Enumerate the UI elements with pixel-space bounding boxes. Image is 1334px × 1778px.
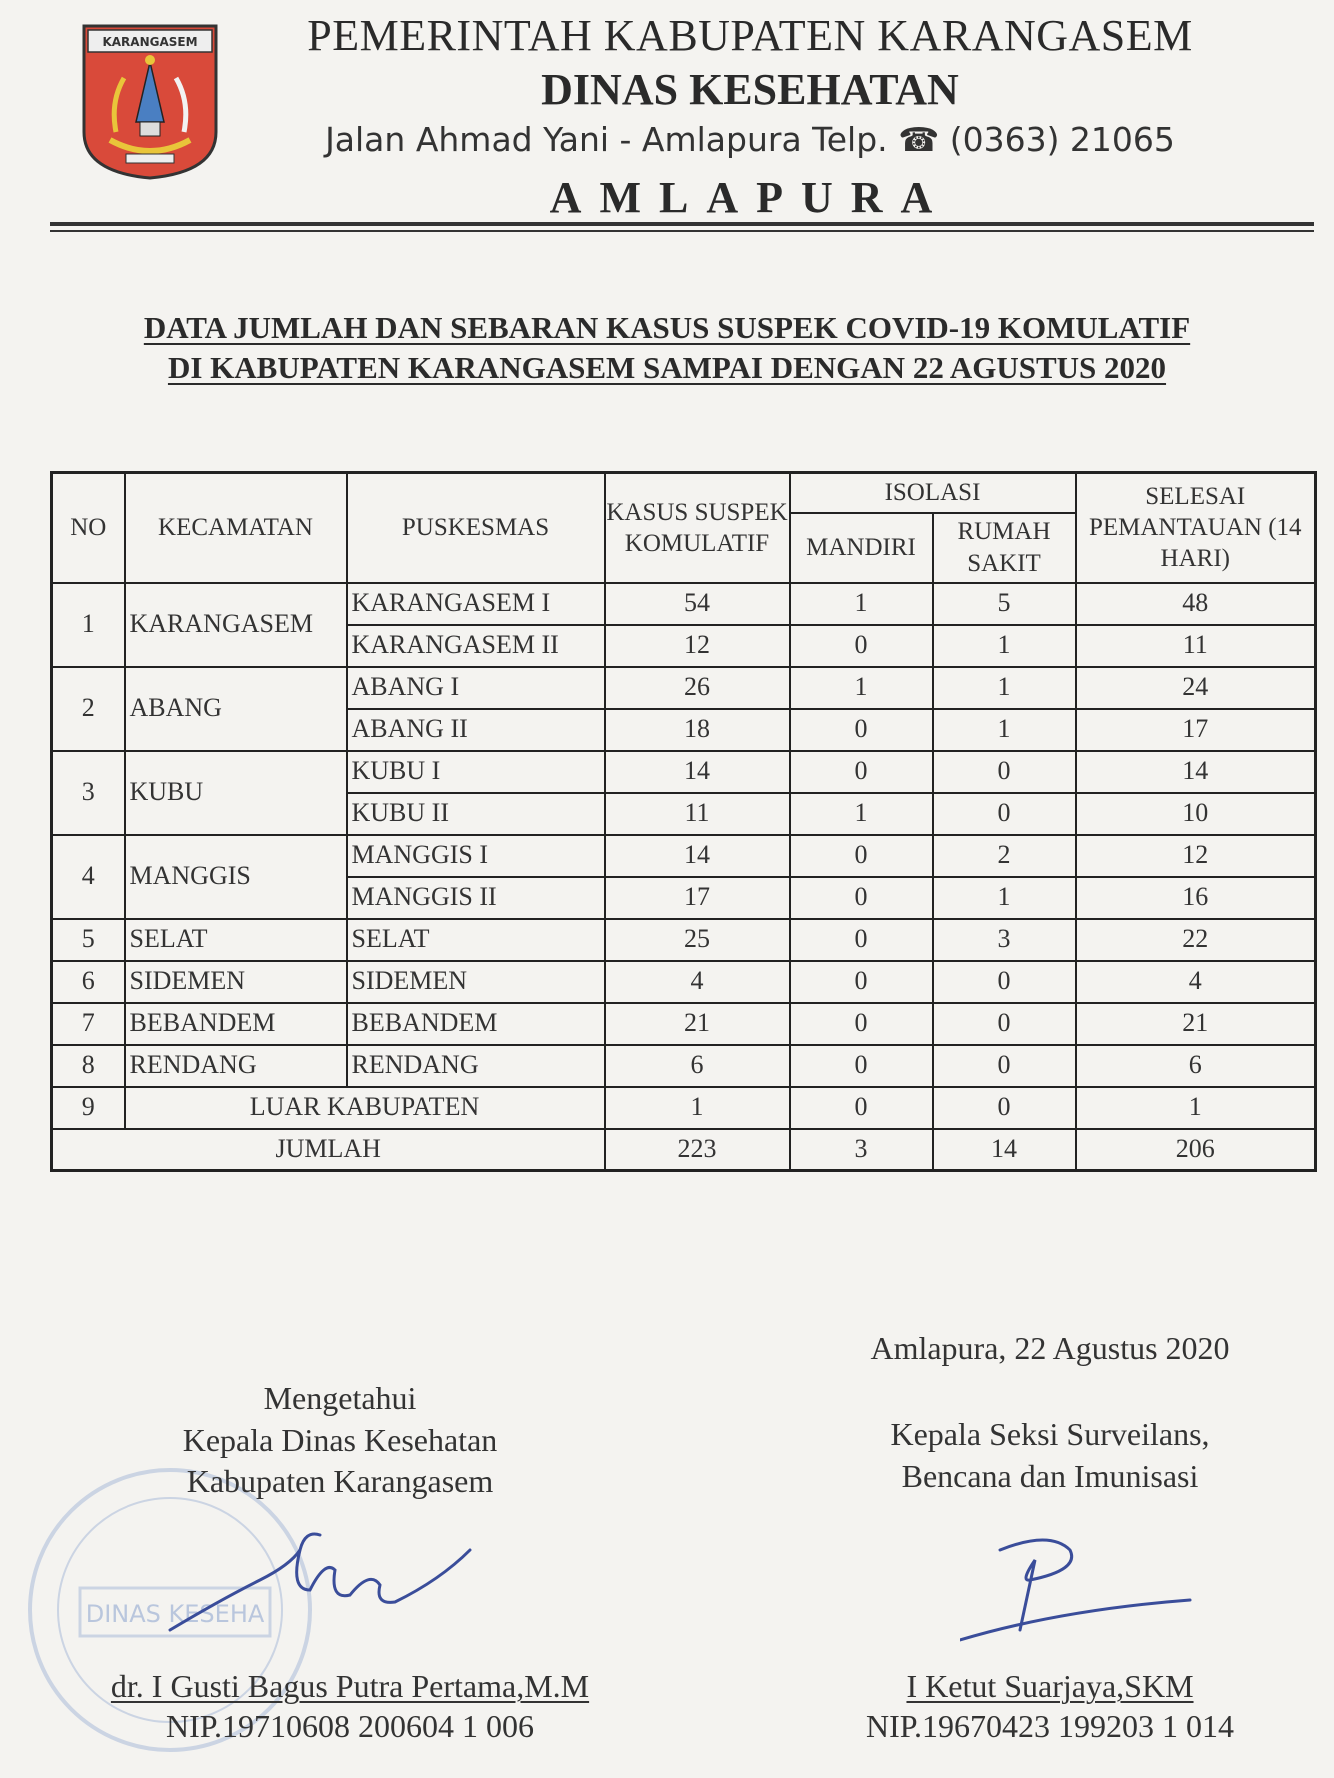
right-sig-line2: Bencana dan Imunisasi [901, 1457, 1199, 1494]
cell-mandiri: 0 [790, 835, 933, 877]
cell-selesai: 1 [1076, 1087, 1316, 1129]
cell-rumah-sakit: 0 [933, 961, 1076, 1003]
cell-kecamatan: SELAT [125, 919, 347, 961]
table-row [52, 1045, 1316, 1087]
letterhead-rule-thick [50, 222, 1314, 226]
cell-rumah-sakit: 0 [933, 1003, 1076, 1045]
cell-rumah-sakit: 0 [933, 751, 1076, 793]
header-kasus: KASUS SUSPEK KOMULATIF [605, 473, 790, 583]
org-name-line1: PEMERINTAH KABUPATEN KARANGASEM [307, 11, 1193, 60]
cell-mandiri: 0 [790, 1087, 933, 1129]
cell-puskesmas: BEBANDEM [347, 1003, 605, 1045]
cell-mandiri: 1 [790, 793, 933, 835]
table-row [52, 1003, 1316, 1045]
cell-mandiri: 0 [790, 877, 933, 919]
cell-selesai: 11 [1076, 625, 1316, 667]
table-row [52, 835, 1316, 877]
cell-mandiri: 0 [790, 1045, 933, 1087]
cell-kasus: 12 [605, 625, 790, 667]
right-handwritten-signature [960, 1520, 1200, 1650]
cell-puskesmas: KARANGASEM II [347, 625, 605, 667]
header-rumah-sakit: RUMAH SAKIT [933, 513, 1076, 583]
cell-rumah-sakit: 1 [933, 667, 1076, 709]
cell-no: 9 [52, 1087, 125, 1129]
cell-rumah-sakit: 0 [933, 793, 1076, 835]
cell-no: 2 [52, 667, 125, 751]
cell-mandiri: 0 [790, 919, 933, 961]
table-total-row [52, 1129, 1316, 1171]
cell-puskesmas: RENDANG [347, 1045, 605, 1087]
cell-puskesmas: KUBU I [347, 751, 605, 793]
cell-mandiri: 0 [790, 751, 933, 793]
cell-puskesmas: ABANG II [347, 709, 605, 751]
cell-selesai: 16 [1076, 877, 1316, 919]
left-signatory-name: dr. I Gusti Bagus Putra Pertama,M.M [110, 1668, 590, 1704]
document-title-line2: DI KABUPATEN KARANGASEM SAMPAI DENGAN 22 AGUSTUS 2020 [167, 350, 1167, 385]
cell-kasus: 1 [605, 1087, 790, 1129]
header-no: NO [52, 473, 125, 583]
header-selesai: SELESAI PEMANTAUAN (14 HARI) [1076, 473, 1316, 583]
org-city: AMLAPURA [549, 173, 951, 222]
signing-date: Amlapura, 22 Agustus 2020 [870, 1330, 1230, 1366]
cell-kecamatan: MANGGIS [125, 835, 347, 919]
stamp-text: DINAS KESEHA [85, 1600, 265, 1628]
cell-mandiri: 1 [790, 583, 933, 625]
table-row [52, 667, 1316, 709]
org-name-line2: DINAS KESEHATAN [541, 65, 959, 114]
table-row [52, 919, 1316, 961]
cell-kecamatan: KARANGASEM [125, 583, 347, 667]
header-isolasi: ISOLASI [790, 473, 1076, 513]
cell-mandiri: 0 [790, 625, 933, 667]
cell-kecamatan: RENDANG [125, 1045, 347, 1087]
cell-total-mandiri: 3 [790, 1129, 933, 1171]
cell-kecamatan: ABANG [125, 667, 347, 751]
cell-puskesmas: SIDEMEN [347, 961, 605, 1003]
regency-logo [80, 22, 220, 182]
cell-kasus: 14 [605, 835, 790, 877]
cell-no: 1 [52, 583, 125, 667]
left-sig-line2: Kepala Dinas Kesehatan [182, 1421, 498, 1458]
cell-total-rumah-sakit: 14 [933, 1129, 1076, 1171]
right-signatory-block [800, 1414, 1300, 1497]
cell-kecamatan: BEBANDEM [125, 1003, 347, 1045]
cell-rumah-sakit: 0 [933, 1045, 1076, 1087]
cell-total-selesai: 206 [1076, 1129, 1316, 1171]
cell-puskesmas: KUBU II [347, 793, 605, 835]
cell-rumah-sakit: 5 [933, 583, 1076, 625]
cell-kasus: 18 [605, 709, 790, 751]
left-signatory-nip: NIP.19710608 200604 1 006 [165, 1708, 534, 1744]
cell-rumah-sakit: 1 [933, 625, 1076, 667]
cell-kasus: 4 [605, 961, 790, 1003]
cell-rumah-sakit: 3 [933, 919, 1076, 961]
cell-kasus: 21 [605, 1003, 790, 1045]
cell-kecamatan: KUBU [125, 751, 347, 835]
table-row [52, 583, 1316, 625]
cell-puskesmas: MANGGIS II [347, 877, 605, 919]
cell-puskesmas: MANGGIS I [347, 835, 605, 877]
header-puskesmas: PUSKESMAS [347, 473, 605, 583]
cell-selesai: 10 [1076, 793, 1316, 835]
cell-kasus: 54 [605, 583, 790, 625]
cell-kecamatan: LUAR KABUPATEN [125, 1087, 605, 1129]
cell-mandiri: 0 [790, 1003, 933, 1045]
cell-rumah-sakit: 1 [933, 709, 1076, 751]
cell-rumah-sakit: 2 [933, 835, 1076, 877]
right-signatory-nip: NIP.19670423 199203 1 014 [865, 1708, 1234, 1744]
cell-rumah-sakit: 0 [933, 1087, 1076, 1129]
cell-selesai: 21 [1076, 1003, 1316, 1045]
cell-puskesmas: KARANGASEM I [347, 583, 605, 625]
cell-mandiri: 1 [790, 667, 933, 709]
right-sig-line1: Kepala Seksi Surveilans, [890, 1416, 1210, 1452]
cell-kasus: 17 [605, 877, 790, 919]
cell-puskesmas: SELAT [347, 919, 605, 961]
cell-puskesmas: ABANG I [347, 667, 605, 709]
left-handwritten-signature [150, 1510, 480, 1660]
cell-selesai: 22 [1076, 919, 1316, 961]
cell-mandiri: 0 [790, 709, 933, 751]
cell-kasus: 25 [605, 919, 790, 961]
cell-kasus: 11 [605, 793, 790, 835]
cell-no: 6 [52, 961, 125, 1003]
cell-selesai: 17 [1076, 709, 1316, 751]
cell-selesai: 48 [1076, 583, 1316, 625]
covid-suspect-table [50, 471, 1317, 1172]
cell-no: 3 [52, 751, 125, 835]
cell-selesai: 6 [1076, 1045, 1316, 1087]
left-signatory-block [90, 1378, 590, 1503]
header-kecamatan: KECAMATAN [125, 473, 347, 583]
cell-kasus: 26 [605, 667, 790, 709]
cell-no: 7 [52, 1003, 125, 1045]
table-row [52, 751, 1316, 793]
right-signatory-name: I Ketut Suarjaya,SKM [906, 1668, 1194, 1704]
header-mandiri: MANDIRI [790, 513, 933, 583]
cell-total-label: JUMLAH [52, 1129, 605, 1171]
letterhead-rule-thin [50, 230, 1314, 232]
cell-selesai: 14 [1076, 751, 1316, 793]
cell-no: 4 [52, 835, 125, 919]
left-sig-line1: Mengetahui [263, 1380, 417, 1416]
document-title-line1: DATA JUMLAH DAN SEBARAN KASUS SUSPEK COVID-19 KOMULATIF [143, 310, 1191, 345]
logo-label: KARANGASEM [102, 35, 198, 49]
cell-selesai: 24 [1076, 667, 1316, 709]
org-address: Jalan Ahmad Yani - Amlapura Telp. ☎ (0363) 21065 [325, 120, 1175, 159]
table-row [52, 961, 1316, 1003]
cell-mandiri: 0 [790, 961, 933, 1003]
cell-kasus: 6 [605, 1045, 790, 1087]
cell-kecamatan: SIDEMEN [125, 961, 347, 1003]
cell-no: 5 [52, 919, 125, 961]
table-row [52, 1087, 1316, 1129]
cell-rumah-sakit: 1 [933, 877, 1076, 919]
left-sig-line3: Kabupaten Karangasem [186, 1463, 494, 1500]
cell-no: 8 [52, 1045, 125, 1087]
cell-selesai: 4 [1076, 961, 1316, 1003]
cell-total-kasus: 223 [605, 1129, 790, 1171]
cell-selesai: 12 [1076, 835, 1316, 877]
cell-kasus: 14 [605, 751, 790, 793]
